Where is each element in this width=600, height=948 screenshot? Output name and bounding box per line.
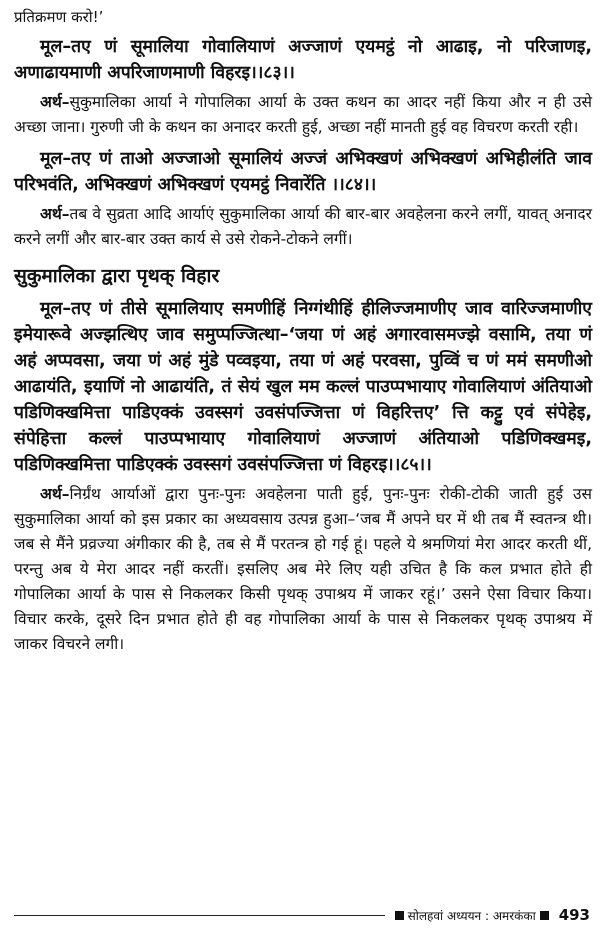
arth-paragraph-85 bbox=[14, 482, 592, 657]
mool-label: मूल– bbox=[40, 299, 72, 319]
mool-text: तए णं तीसे सूमालियाए समणीहिं निग्गंथीहिं हीलिज्जमाणीए जाव वारिज्जमाणीए इमेयारूवे अज्झत्थिए जाव समुप्पज्जित्था–‘जया णं अहं अगारवासमज्झे वसामि, तया णं अहं अप्पवसा, जया णं अहं मुंडे पव्वइया, तया णं अहं परवसा, पुव्विं च णं ममं समणीओ आढायंति, इयाणिं नो आढायंति, तं सेयं खुल मम कल्लं पाउप्पभायाए गोवालियाणं अंतियाओ पडिणिक्खमित्ता पाडिएक्कं उवस्सगं उवसंपज्जित्ता णं विहरित्तए’ त्ति कट्टु एवं संपेहेइ, संपेहित्ता कल्लं पाउप्पभायाए गोवालियाणं अज्जाणं अंतियाओ पडिणिक्खमइ, पडिणिक्खमित्ता पाडिएक्कं उवस्सगं उवसंपज्जित्ता णं विहरइ।।८५।। bbox=[14, 299, 592, 475]
arth-label: अर्थ– bbox=[40, 485, 70, 503]
arth-paragraph-84 bbox=[14, 202, 592, 252]
mool-text: तए णं ताओ अज्जाओ सूमालियं अज्जं अभिक्खणं अभिक्खणं अभिहीलंति जाव परिभवंति, अभिक्खणं अभिक्खणं एयमट्ठं निवारेंति ।।८४।। bbox=[14, 149, 592, 195]
mool-text: तए णं सूमालिया गोवालियाणं अज्जाणं एयमट्ठं नो आढाइ, नो परिजाणइ, अणाढायमाणी अपरिजाणमाणी विहरइ।।८३।। bbox=[14, 37, 592, 83]
continuation-line: प्रतिक्रमण करो!’ bbox=[14, 8, 104, 26]
arth-text: तब वे सुव्रता आदि आर्याएं सुकुमालिका आर्या की बार-बार अवहेलना करने लगीं, यावत् अनादर करने लगीं और बार-बार उक्त कार्य से उसे रोकने-टोकने लगीं। bbox=[14, 205, 592, 248]
section-heading: सुकुमालिका द्वारा पृथक् विहार bbox=[14, 265, 220, 287]
page-number: 493 bbox=[558, 906, 590, 924]
chapter-title: सोलहवां अध्ययन : अमरकंका bbox=[407, 908, 536, 923]
mool-label: मूल– bbox=[40, 149, 72, 169]
arth-label: अर्थ– bbox=[40, 205, 70, 223]
mool-paragraph-85 bbox=[14, 296, 592, 478]
footer-rule bbox=[14, 915, 385, 916]
page-footer bbox=[14, 904, 590, 926]
mool-paragraph-83 bbox=[14, 34, 592, 86]
arth-text: निर्ग्रंथ आर्याओं द्वारा पुनः-पुनः अवहेलना पाती हुई, पुनः-पुनः रोकी-टोकी जाती हुई उस सुकुमालिका आर्या को इस प्रकार का अध्यवसाय उत्पन्न हुआ–‘जब मैं अपने घर में थी तब मैं स्वतन्त्र थी। जब से मैंने प्रव्रज्या अंगीकार की है, तब से मैं परतन्त्र हो गई हूं। पहले ये श्रमणियां मेरा आदर करती थीं, परन्तु अब ये मेरा आदर नहीं करतीं। इसलिए अब मेरे लिए यही उचित है कि कल प्रभात होते ही गोपालिका आर्या के पास से निकलकर किसी पृथक् उपाश्रय में जाकर रहूं।’ उसने ऐसा विचार किया। विचार करके, दूसरे दिन प्रभात होते ही वह गोपालिका आर्या के पास से निकलकर पृथक् उपाश्रय में जाकर विचरने लगी। bbox=[14, 485, 592, 653]
square-bullet-icon bbox=[395, 911, 404, 920]
arth-text: सुकुमालिका आर्या ने गोपालिका आर्या के उक्त कथन का आदर नहीं किया और न ही उसे अच्छा जाना। गुरुणी जी के कथन का अनादर करती हुई, अच्छा नहीं मानती हुई वह विचरण करती रही। bbox=[14, 93, 592, 136]
page-content bbox=[14, 6, 592, 657]
mool-label: मूल– bbox=[40, 37, 72, 57]
mool-paragraph-84 bbox=[14, 146, 592, 198]
square-bullet-icon bbox=[540, 911, 549, 920]
arth-paragraph-83 bbox=[14, 90, 592, 140]
arth-label: अर्थ– bbox=[40, 93, 70, 111]
